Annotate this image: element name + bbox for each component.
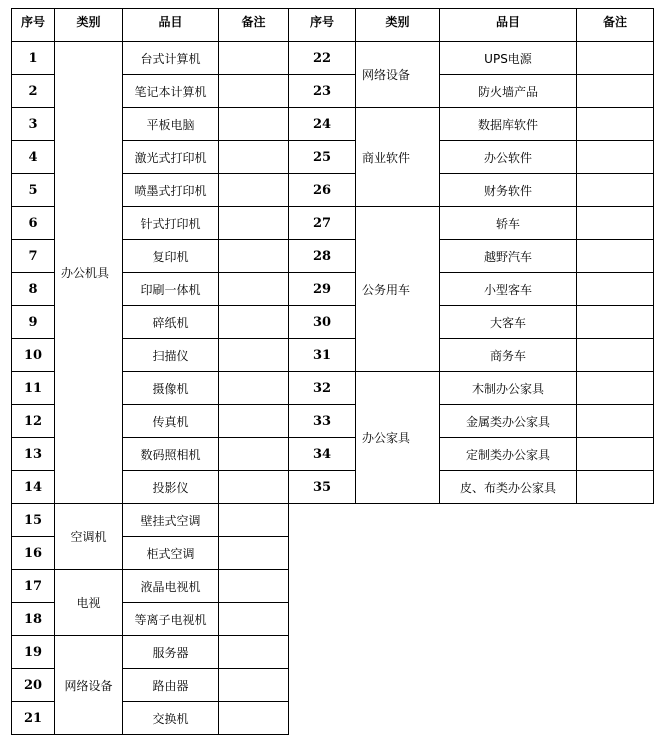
row-number: 20 — [12, 669, 55, 702]
row-number: 17 — [12, 570, 55, 603]
row-number: 24 — [289, 108, 356, 141]
item-cell: 办公软件 — [440, 141, 577, 174]
note-cell — [219, 471, 289, 504]
item-cell: 摄像机 — [123, 372, 219, 405]
category-cell: 办公家具 — [356, 372, 440, 504]
item-cell: 印刷一体机 — [123, 273, 219, 306]
row-number: 11 — [12, 372, 55, 405]
note-cell — [219, 174, 289, 207]
item-cell: 定制类办公家具 — [440, 438, 577, 471]
note-cell — [219, 108, 289, 141]
note-cell — [219, 306, 289, 339]
item-cell: 液晶电视机 — [123, 570, 219, 603]
note-cell — [219, 570, 289, 603]
item-cell: 传真机 — [123, 405, 219, 438]
row-number: 32 — [289, 372, 356, 405]
item-cell: 商务车 — [440, 339, 577, 372]
header-category: 类别 — [55, 9, 123, 42]
header-item: 品目 — [123, 9, 219, 42]
row-number: 14 — [12, 471, 55, 504]
item-cell: 木制办公家具 — [440, 372, 577, 405]
row-number: 18 — [12, 603, 55, 636]
header-category: 类别 — [356, 9, 440, 42]
row-number: 2 — [12, 75, 55, 108]
row-number: 7 — [12, 240, 55, 273]
procurement-catalog-table — [11, 8, 654, 735]
table-row — [12, 504, 654, 537]
note-cell — [219, 438, 289, 471]
row-number: 26 — [289, 174, 356, 207]
row-number: 33 — [289, 405, 356, 438]
item-cell: 财务软件 — [440, 174, 577, 207]
row-number: 4 — [12, 141, 55, 174]
note-cell — [577, 438, 654, 471]
header-row — [12, 9, 654, 42]
note-cell — [219, 405, 289, 438]
row-number: 35 — [289, 471, 356, 504]
category-cell: 电视 — [55, 570, 123, 636]
note-cell — [577, 42, 654, 75]
row-number: 9 — [12, 306, 55, 339]
header-note: 备注 — [577, 9, 654, 42]
note-cell — [577, 339, 654, 372]
header-seq: 序号 — [12, 9, 55, 42]
row-number: 28 — [289, 240, 356, 273]
note-cell — [577, 141, 654, 174]
item-cell: 平板电脑 — [123, 108, 219, 141]
note-cell — [577, 108, 654, 141]
row-number: 8 — [12, 273, 55, 306]
note-cell — [219, 141, 289, 174]
item-cell: 大客车 — [440, 306, 577, 339]
item-cell: 台式计算机 — [123, 42, 219, 75]
item-cell: 数据库软件 — [440, 108, 577, 141]
table-row — [12, 42, 654, 75]
note-cell — [577, 75, 654, 108]
item-cell: 服务器 — [123, 636, 219, 669]
row-number: 27 — [289, 207, 356, 240]
category-cell: 网络设备 — [55, 636, 123, 735]
empty-area — [289, 504, 654, 735]
item-cell: 柜式空调 — [123, 537, 219, 570]
row-number: 16 — [12, 537, 55, 570]
note-cell — [219, 339, 289, 372]
note-cell — [219, 240, 289, 273]
item-cell: 金属类办公家具 — [440, 405, 577, 438]
item-cell: 壁挂式空调 — [123, 504, 219, 537]
category-cell: 网络设备 — [356, 42, 440, 108]
item-cell: 碎纸机 — [123, 306, 219, 339]
row-number: 15 — [12, 504, 55, 537]
note-cell — [577, 372, 654, 405]
note-cell — [577, 273, 654, 306]
note-cell — [219, 207, 289, 240]
item-cell: 皮、布类办公家具 — [440, 471, 577, 504]
row-number: 31 — [289, 339, 356, 372]
item-cell: 路由器 — [123, 669, 219, 702]
row-number: 6 — [12, 207, 55, 240]
row-number: 21 — [12, 702, 55, 735]
item-cell: 轿车 — [440, 207, 577, 240]
note-cell — [219, 273, 289, 306]
row-number: 10 — [12, 339, 55, 372]
note-cell — [219, 603, 289, 636]
item-cell: 扫描仪 — [123, 339, 219, 372]
row-number: 22 — [289, 42, 356, 75]
row-number: 19 — [12, 636, 55, 669]
note-cell — [577, 306, 654, 339]
category-cell: 商业软件 — [356, 108, 440, 207]
item-cell: 复印机 — [123, 240, 219, 273]
row-number: 3 — [12, 108, 55, 141]
note-cell — [577, 471, 654, 504]
row-number: 34 — [289, 438, 356, 471]
note-cell — [577, 240, 654, 273]
row-number: 5 — [12, 174, 55, 207]
note-cell — [219, 372, 289, 405]
item-cell: 等离子电视机 — [123, 603, 219, 636]
item-cell: 喷墨式打印机 — [123, 174, 219, 207]
row-number: 1 — [12, 42, 55, 75]
note-cell — [219, 702, 289, 735]
item-cell: UPS电源 — [440, 42, 577, 75]
header-note: 备注 — [219, 9, 289, 42]
row-number: 13 — [12, 438, 55, 471]
item-cell: 针式打印机 — [123, 207, 219, 240]
row-number: 12 — [12, 405, 55, 438]
category-cell: 办公机具 — [55, 42, 123, 504]
row-number: 25 — [289, 141, 356, 174]
note-cell — [219, 75, 289, 108]
item-cell: 数码照相机 — [123, 438, 219, 471]
item-cell: 投影仪 — [123, 471, 219, 504]
note-cell — [577, 405, 654, 438]
header-seq: 序号 — [289, 9, 356, 42]
category-cell: 公务用车 — [356, 207, 440, 372]
item-cell: 交换机 — [123, 702, 219, 735]
header-item: 品目 — [440, 9, 577, 42]
item-cell: 越野汽车 — [440, 240, 577, 273]
note-cell — [219, 42, 289, 75]
item-cell: 防火墙产品 — [440, 75, 577, 108]
row-number: 30 — [289, 306, 356, 339]
note-cell — [219, 537, 289, 570]
item-cell: 笔记本计算机 — [123, 75, 219, 108]
note-cell — [219, 669, 289, 702]
row-number: 29 — [289, 273, 356, 306]
note-cell — [577, 207, 654, 240]
item-cell: 激光式打印机 — [123, 141, 219, 174]
row-number: 23 — [289, 75, 356, 108]
item-cell: 小型客车 — [440, 273, 577, 306]
category-cell: 空调机 — [55, 504, 123, 570]
note-cell — [219, 504, 289, 537]
note-cell — [577, 174, 654, 207]
note-cell — [219, 636, 289, 669]
